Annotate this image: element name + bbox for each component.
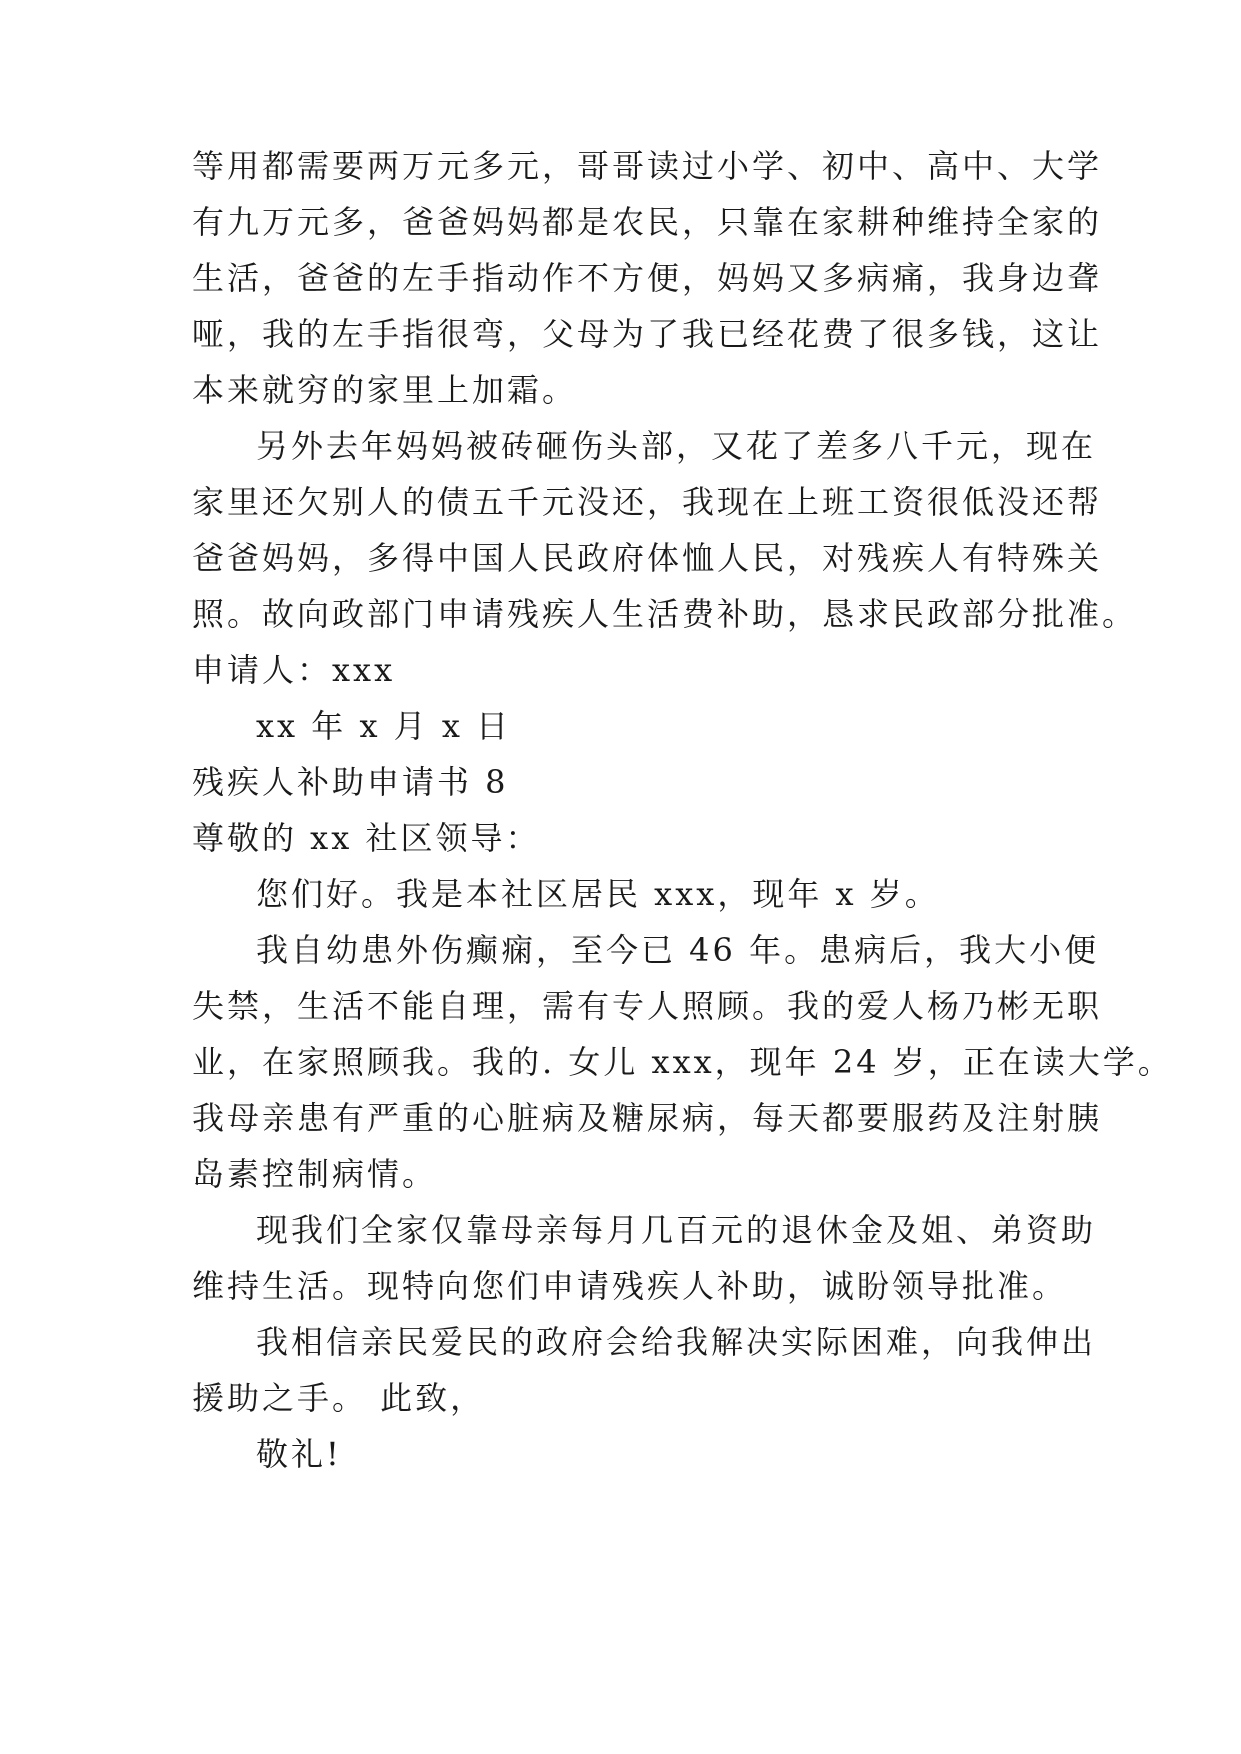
section-title: 残疾人补助申请书 8 xyxy=(192,763,509,801)
paragraph-start: 我自幼患外伤癫痫，至今已 46 年。患病后，我大小便 xyxy=(256,931,1100,969)
date-line: xx 年 x 月 x 日 xyxy=(256,707,512,745)
text-line: 家里还欠别人的债五千元没还，我现在上班工资很低没还帮 xyxy=(192,483,1103,521)
paragraph-start: 现我们全家仅靠母亲每月几百元的退休金及姐、弟资助 xyxy=(256,1211,1097,1249)
text-line: 援助之手。 此致， xyxy=(192,1379,486,1417)
text-line: 维持生活。现特向您们申请残疾人补助，诚盼领导批准。 xyxy=(192,1267,1068,1305)
text-line: 业，在家照顾我。我的. 女儿 xxx，现年 24 岁，正在读大学。 xyxy=(192,1043,1173,1081)
paragraph-start: 我相信亲民爱民的政府会给我解决实际困难，向我伸出 xyxy=(256,1323,1097,1361)
text-line: 我母亲患有严重的心脏病及糖尿病，每天都要服药及注射胰 xyxy=(192,1099,1103,1137)
paragraph-start: 您们好。我是本社区居民 xxx，现年 x 岁。 xyxy=(256,875,940,913)
text-line: 有九万元多，爸爸妈妈都是农民，只靠在家耕种维持全家的 xyxy=(192,203,1103,241)
text-line: 生活，爸爸的左手指动作不方便，妈妈又多病痛，我身边聋 xyxy=(192,259,1103,297)
text-line: 岛素控制病情。 xyxy=(192,1155,438,1193)
text-line: 本来就穷的家里上加霜。 xyxy=(192,371,578,409)
text-line: 爸爸妈妈，多得中国人民政府体恤人民，对残疾人有特殊关 xyxy=(192,539,1103,577)
text-line: 哑，我的左手指很弯，父母为了我已经花费了很多钱，这让 xyxy=(192,315,1103,353)
text-line: 照。故向政部门申请残疾人生活费补助，恳求民政部分批准。 xyxy=(192,595,1138,633)
closing-line: 敬礼! xyxy=(256,1435,342,1473)
applicant-line: 申请人：xxx xyxy=(192,651,396,689)
paragraph-start: 另外去年妈妈被砖砸伤头部，又花了差多八千元，现在 xyxy=(256,427,1097,465)
text-line: 等用都需要两万元多元，哥哥读过小学、初中、高中、大学 xyxy=(192,147,1103,185)
salutation: 尊敬的 xx 社区领导： xyxy=(192,819,541,857)
text-line: 失禁，生活不能自理，需有专人照顾。我的爱人杨乃彬无职 xyxy=(192,987,1103,1025)
